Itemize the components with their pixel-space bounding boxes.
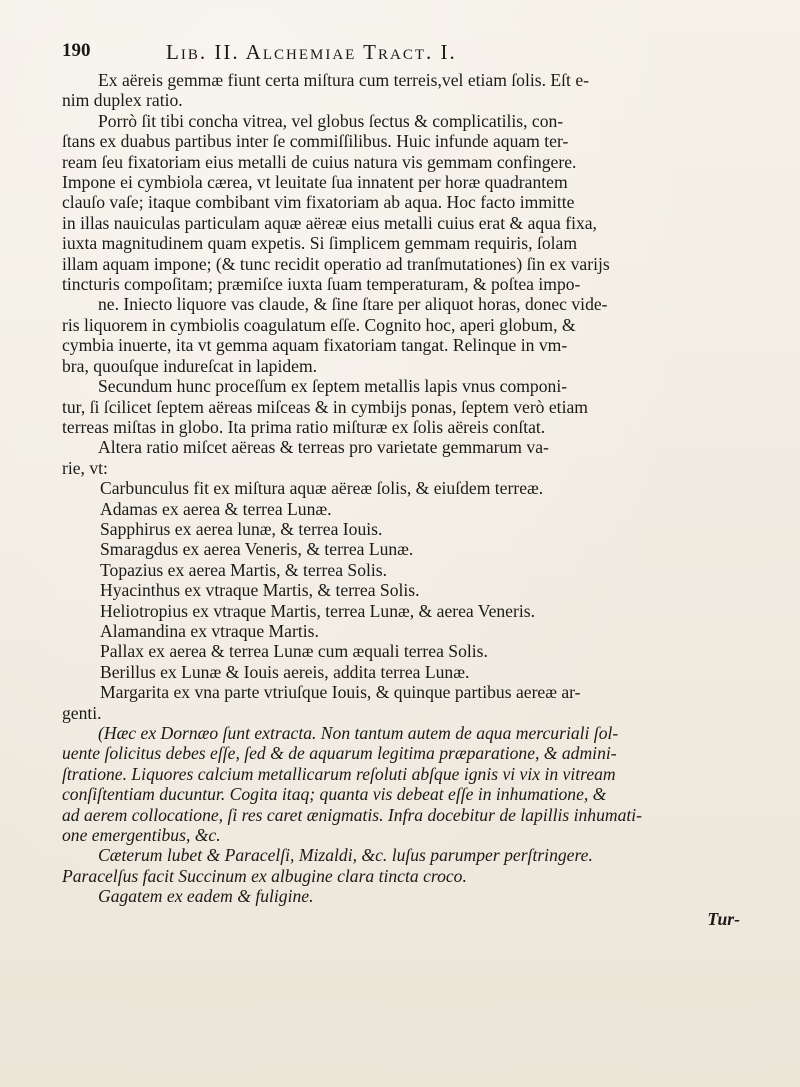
list-item: Pallax ex aerea & terrea Lunæ cum æquali terrea Solis.	[100, 641, 488, 662]
italic-note-line: Gagatem ex eadem & fuligine.	[98, 886, 314, 907]
text-line: Ex aëreis gemmæ fiunt certa miſtura cum terreis,vel etiam ſolis. Eſt e-	[98, 70, 589, 90]
text-line: in illas nauiculas particulam aquæ aëreæ eius metalli cuius erat & aqua fixa,	[62, 212, 597, 233]
text-line: Altera ratio miſcet aëreas & terreas pro varietate gemmarum va-	[98, 437, 549, 458]
list-item: Smaragdus ex aerea Veneris, & terrea Lunæ.	[100, 539, 414, 560]
italic-note-line: uente ſolicitus debes eſſe, ſed & de aquarum legitima præparatione, & admini-	[62, 743, 617, 764]
text-line: Secundum hunc proceſſum ex ſeptem metallis lapis vnus componi-	[98, 376, 568, 397]
list-item: Adamas ex aerea & terrea Lunæ.	[100, 498, 332, 519]
italic-note-line: one emergentibus, &c.	[62, 825, 221, 846]
list-item: Margarita ex vna parte vtriuſque Iouis, & quinque partibus aereæ ar-	[100, 682, 581, 703]
text-line: clauſo vaſe; itaque combibant vim fixatoriam ab aqua. Hoc facto immitte	[62, 192, 575, 213]
text-line: tincturis compoſitam; præmiſce iuxta ſuam temperaturam, & poſtea impo-	[62, 274, 581, 295]
list-item: Berillus ex Lunæ & Iouis aereis, addita terrea Lunæ.	[100, 661, 470, 682]
body-text	[62, 70, 746, 929]
text-line: iuxta magnitudinem quam expetis. Si ſimplicem gemmam requiris, ſolam	[62, 233, 578, 254]
text-line: terreas miſtas in globo. Ita prima ratio miſturæ ex ſolis aëreis conſtat.	[62, 416, 546, 437]
running-title: Lib. II. Alchemiae Tract. I.	[166, 40, 457, 64]
list-item: Alamandina ex vtraque Martis.	[100, 620, 319, 641]
text-line: ream ſeu fixatoriam eius metalli de cuius natura vis gemmam confingere.	[62, 151, 577, 172]
catchword: Tur-	[707, 908, 740, 929]
text-line: Impone ei cymbiola cærea, vt leuitate ſua innatent per horæ quadrantem	[62, 172, 568, 193]
italic-note-line: conſiſtentiam ducuntur. Cogita itaq; quanta vis debeat eſſe in inhumatione, &	[62, 784, 607, 805]
page-number: 190	[62, 40, 91, 61]
text-line: Porrò ſit tibi concha vitrea, vel globus ſectus & complicatilis, con-	[98, 110, 564, 131]
italic-note-line: Paracelſus facit Succinum ex albugine clara tincta croco.	[62, 865, 467, 886]
running-head	[62, 40, 746, 70]
list-item: Sapphirus ex aerea lunæ, & terrea Iouis.	[100, 518, 383, 539]
list-item: Hyacinthus ex vtraque Martis, & terrea Solis.	[100, 580, 420, 601]
italic-note-line: Cæterum lubet & Paracelſi, Mizaldi, &c. luſus parumper perſtringere.	[98, 845, 593, 866]
text-line: nim duplex ratio.	[62, 90, 183, 111]
text-line: bra, quouſque indureſcat in lapidem.	[62, 355, 318, 376]
text-line: tur, ſi ſcilicet ſeptem aëreas miſceas & in cymbijs ponas, ſeptem verò etiam	[62, 396, 588, 417]
text-line: rie, vt:	[62, 457, 108, 478]
list-item: Heliotropius ex vtraque Martis, terrea Lunæ, & aerea Veneris.	[100, 600, 535, 621]
text-line: genti.	[62, 702, 102, 723]
list-item: Topazius ex aerea Martis, & terrea Solis.	[100, 559, 388, 580]
italic-note-line: ſtratione. Liquores calcium metallicarum reſoluti abſque ignis vi vix in vitream	[62, 763, 616, 784]
text-line: ne. Iniecto liquore vas claude, & ſine ſtare per aliquot horas, donec vide-	[98, 294, 608, 315]
italic-note-line: (Hæc ex Dornæo ſunt extracta. Non tantum autem de aqua mercuriali ſol-	[98, 723, 619, 743]
text-line: illam aquam impone; (& tunc recidit operatio ad tranſmutationes) ſin ex varijs	[62, 253, 610, 274]
list-item: Carbunculus fit ex miſtura aquæ aëreæ ſolis, & eiuſdem terreæ.	[100, 478, 544, 499]
italic-note-line: ad aerem collocatione, ſi res caret ænigmatis. Infra docebitur de lapillis inhumati-	[62, 804, 643, 825]
text-line: ſtans ex duabus partibus inter ſe commiſſilibus. Huic infunde aquam ter-	[62, 131, 569, 152]
text-line: ris liquorem in cymbiolis coagulatum eſſe. Cognito hoc, aperi globum, &	[62, 314, 576, 335]
text-line: cymbia inuerte, ita vt gemma aquam fixatoriam tangat. Relinque in vm-	[62, 335, 568, 356]
